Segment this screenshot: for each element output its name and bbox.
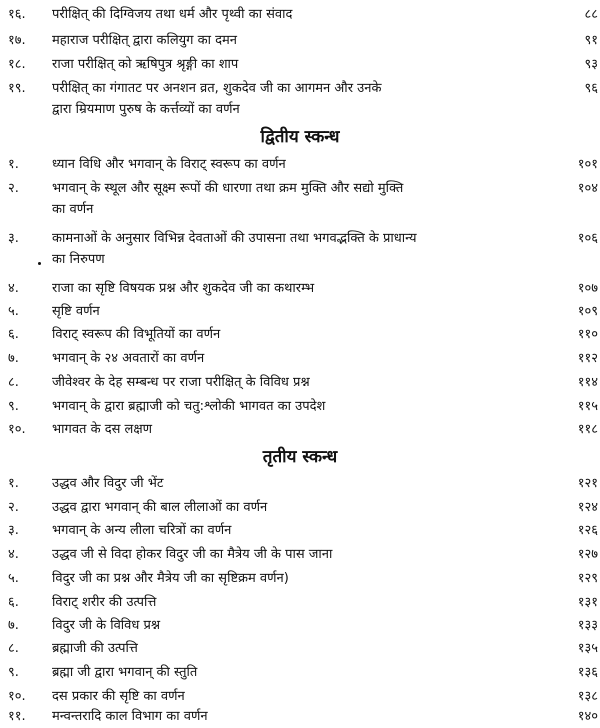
entry-title: मन्वन्तरादि काल विभाग का वर्णन [52,709,208,724]
entry-page: १३६ [577,665,598,680]
entry-number: ७. [8,351,19,366]
entry-title: सृष्टि वर्णन [52,304,100,319]
entry-number: ३. [8,231,19,246]
entry-page: १०१ [577,157,598,172]
section-heading: द्वितीय स्कन्ध [260,127,340,147]
entry-title: भगवान् के द्वारा ब्रह्माजी को चतु:श्लोकी भागवत का उपदेश [52,399,326,414]
entry-page: १२९ [577,571,598,586]
entry-number: १८. [8,57,26,72]
entry-page: १४० [577,709,598,724]
entry-title: विदुर जी के विविध प्रश्न [52,618,161,633]
entry-number: ३. [8,523,19,538]
entry-page: ११५ [577,399,598,414]
entry-page: १०७ [577,281,598,296]
entry-page: ९१ [584,33,598,48]
entry-page: ११८ [577,422,598,437]
entry-page: १०६ [577,231,598,246]
entry-page: ११० [577,327,598,342]
entry-number: ५. [8,571,19,586]
entry-number: ८. [8,641,19,656]
entry-title: भगवान् के अन्य लीला चरित्रों का वर्णन [52,523,232,538]
entry-title: ब्रह्माजी की उत्पत्ति [52,641,138,656]
entry-number: ७. [8,618,19,633]
entry-page: १३८ [577,689,598,704]
entry-page: ११२ [577,351,598,366]
entry-title: ब्रह्मा जी द्वारा भगवान् की स्तुति [52,665,198,680]
entry-number: ८. [8,375,19,390]
entry-number: १०. [8,422,26,437]
entry-number: ९. [8,665,19,680]
entry-title: ध्यान विधि और भगवान् के विराट् स्वरूप का वर्णन [52,157,286,172]
entry-page: १०४ [577,181,598,196]
entry-number: २. [8,500,19,515]
entry-title: परीक्षित् की दिग्विजय तथा धर्म और पृथ्वी का संवाद [52,7,293,22]
stray-dot [38,262,41,265]
entry-page: ९६ [584,81,598,96]
entry-title: राजा का सृष्टि विषयक प्रश्न और शुकदेव जी का कथारम्भ [52,281,315,296]
entry-title: कामनाओं के अनुसार विभिन्न देवताओं की उपासना तथा भगवद्भक्ति के प्राधान्य [52,231,417,246]
entry-number: १७. [8,33,26,48]
section-heading: तृतीय स्कन्ध [262,447,338,467]
entry-number: १. [8,476,19,491]
entry-number: ६. [8,595,19,610]
entry-title-continuation: का वर्णन [52,202,94,217]
entry-title: दस प्रकार की सृष्टि का वर्णन [52,689,185,704]
entry-title: भगवान् के २४ अवतारों का वर्णन [52,351,205,366]
entry-number: ४. [8,547,19,562]
entry-page: ९३ [584,57,598,72]
entry-page: १३५ [577,641,598,656]
entry-title: महाराज परीक्षित् द्वारा कलियुग का दमन [52,33,237,48]
entry-title: विराट् स्वरूप की विभूतियों का वर्णन [52,327,221,342]
entry-title: विदुर जी का प्रश्न और मैत्रेय जी का सृष्टिक्रम वर्णन) [52,571,289,586]
entry-page: ११४ [577,375,598,390]
entry-title: उद्धव जी से विदा होकर विदुर जी का मैत्रेय जी के पास जाना [52,547,333,562]
entry-title: परीक्षित् का गंगातट पर अनशन व्रत, शुकदेव जी का आगमन और उनके [52,81,382,96]
entry-number: १०. [8,689,26,704]
entry-title: भागवत के दस लक्षण [52,422,153,437]
entry-title: राजा परीक्षित् को ऋषिपुत्र श्रृङ्गी का शाप [52,57,239,72]
entry-page: १०९ [577,304,598,319]
entry-number: ५. [8,304,19,319]
entry-number: १६. [8,7,26,22]
entry-number: २. [8,181,19,196]
entry-page: १३१ [577,595,598,610]
entry-page: १२७ [577,547,598,562]
entry-title: उद्धव और विदुर जी भेंट [52,476,164,491]
entry-number: ११. [8,709,26,724]
entry-page: १२६ [577,523,598,538]
entry-title: जीवेश्वर के देह सम्बन्ध पर राजा परीक्षित् के विविध प्रश्न [52,375,310,390]
entry-page: १२१ [577,476,598,491]
entry-title: उद्धव द्वारा भगवान् की बाल लीलाओं का वर्णन [52,500,268,515]
entry-number: ९. [8,399,19,414]
entry-title: विराट् शरीर की उत्पत्ति [52,595,157,610]
entry-number: १. [8,157,19,172]
entry-number: १९. [8,81,26,96]
entry-page: १२४ [577,500,598,515]
entry-title-continuation: द्वारा म्रियमाण पुरुष के कर्त्तव्यों का वर्णन [52,102,240,117]
entry-page: १३३ [577,618,598,633]
entry-title: भगवान् के स्थूल और सूक्ष्म रूपों की धारणा तथा क्रम मुक्ति और सद्यो मुक्ति [52,181,404,196]
entry-title-continuation: का निरुपण [52,252,105,267]
entry-number: ४. [8,281,19,296]
entry-page: ८८ [584,7,598,22]
entry-number: ६. [8,327,19,342]
